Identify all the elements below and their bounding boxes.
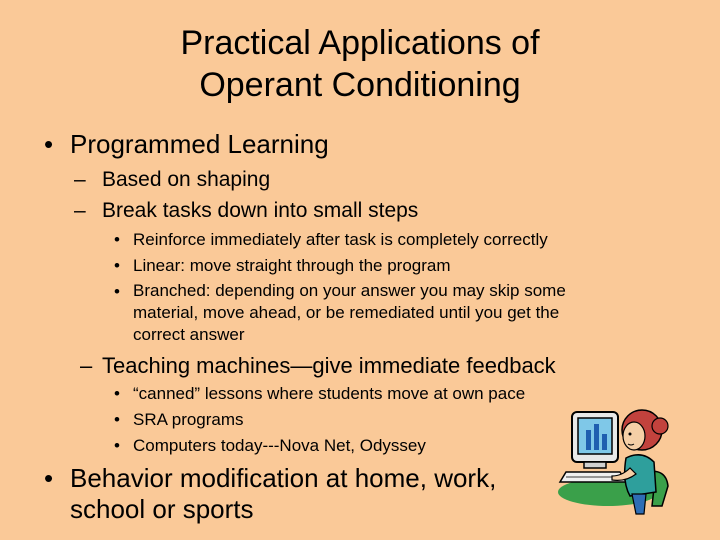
bullet-text: Reinforce immediately after task is completely correctly — [133, 230, 548, 249]
bullet-marker: • — [44, 463, 54, 493]
screen-bar-3 — [602, 434, 607, 450]
slide-title — [0, 22, 720, 106]
dash-marker: – — [74, 199, 86, 222]
title-line-2: Operant Conditioning — [199, 66, 521, 104]
woman-face — [623, 422, 645, 450]
dash-marker: – — [80, 353, 93, 378]
behavior-line-2: school or sports — [70, 494, 254, 524]
bullet-reinforce — [114, 228, 548, 252]
dash-marker: – — [74, 168, 86, 191]
bullet-marker: • — [114, 282, 120, 301]
bullet-text: Teaching machines—give immediate feedback — [102, 353, 556, 378]
bullet-sra — [114, 408, 244, 432]
bullet-linear — [114, 254, 451, 278]
monitor-stand — [584, 462, 606, 468]
bullet-break-tasks — [74, 195, 418, 226]
branched-line-2: material, move ahead, or be remediated until you get the — [133, 303, 560, 322]
bullet-based-on-shaping — [74, 164, 270, 195]
bullet-text: Linear: move straight through the program — [133, 256, 451, 275]
bullet-text-branched — [114, 280, 566, 346]
bullet-marker: • — [114, 410, 120, 429]
bullet-marker: • — [114, 256, 120, 275]
bullet-marker: • — [44, 129, 54, 159]
bullet-marker: • — [114, 230, 120, 249]
bullet-marker: • — [114, 436, 120, 455]
behavior-line-1: Behavior modification at home, work, — [70, 463, 497, 493]
hair-bun — [652, 418, 668, 434]
bullet-text: “canned” lessons where students move at own pace — [133, 384, 526, 403]
bullet-text: Programmed Learning — [70, 129, 329, 159]
title-line-1: Practical Applications of — [180, 24, 540, 62]
bullet-branched — [114, 280, 566, 346]
bullet-behavior-modification — [44, 463, 496, 525]
branched-line-1: Branched: depending on your answer you may skip some — [133, 281, 566, 300]
bullet-text: Based on shaping — [102, 168, 271, 191]
screen-bar-2 — [594, 424, 599, 450]
bullet-text: SRA programs — [133, 410, 244, 429]
woman-at-computer-icon — [556, 402, 674, 518]
bullet-text: Break tasks down into small steps — [102, 199, 419, 222]
bullet-text: Computers today---Nova Net, Odyssey — [133, 436, 426, 455]
bullet-canned — [114, 382, 525, 406]
bullet-computers — [114, 434, 426, 458]
branched-line-3: correct answer — [133, 325, 245, 344]
screen-bar-1 — [586, 430, 591, 450]
bullet-marker: • — [114, 384, 120, 403]
bullet-teaching-machines — [80, 350, 556, 381]
bullet-programmed-learning — [44, 129, 329, 160]
woman-legs — [632, 494, 646, 514]
woman-eye — [629, 433, 632, 436]
